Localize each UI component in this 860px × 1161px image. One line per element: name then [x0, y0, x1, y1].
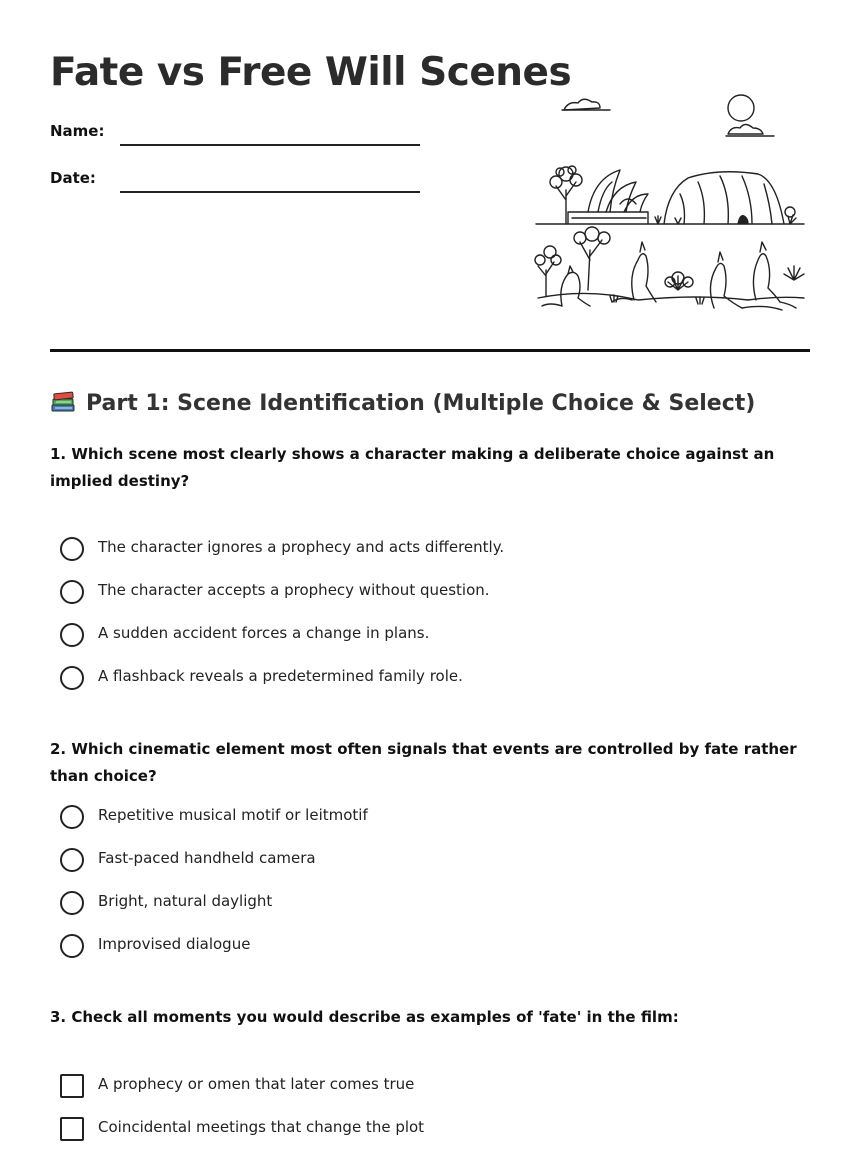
option-label: Bright, natural daylight	[98, 892, 273, 910]
radio-button[interactable]	[60, 848, 84, 872]
option-label: A prophecy or omen that later comes true	[98, 1075, 415, 1093]
option-label: The character ignores a prophecy and acts differently.	[98, 538, 505, 556]
date-input-line[interactable]	[120, 191, 420, 193]
header-divider	[50, 349, 810, 352]
date-label: Date:	[50, 169, 96, 187]
part1-title: Part 1: Scene Identification (Multiple Choice & Select)	[86, 391, 756, 416]
question-2-text: 2. Which cinematic element most often signals that events are controlled by fate rather than choice?	[50, 740, 797, 785]
radio-button[interactable]	[60, 623, 84, 647]
radio-button[interactable]	[60, 934, 84, 958]
option-label: A sudden accident forces a change in plans.	[98, 624, 430, 642]
option-label: A flashback reveals a predetermined family role.	[98, 667, 463, 685]
option-label: Repetitive musical motif or leitmotif	[98, 806, 368, 824]
question-1-text: 1. Which scene most clearly shows a character making a deliberate choice against an implied destiny?	[50, 445, 775, 490]
option-label: Coincidental meetings that change the plot	[98, 1118, 425, 1136]
radio-button[interactable]	[60, 537, 84, 561]
radio-button[interactable]	[60, 580, 84, 604]
option-label: Fast-paced handheld camera	[98, 849, 316, 867]
radio-button[interactable]	[60, 805, 84, 829]
page-title: Fate vs Free Will Scenes	[50, 50, 572, 95]
option-label: Improvised dialogue	[98, 935, 251, 953]
name-label: Name:	[50, 122, 105, 140]
question-3-text: 3. Check all moments you would describe as examples of 'fate' in the film:	[50, 1008, 679, 1026]
australia-landmarks-illustration	[528, 90, 810, 315]
checkbox[interactable]	[60, 1117, 84, 1141]
books-icon	[50, 388, 76, 414]
name-input-line[interactable]	[120, 144, 420, 146]
checkbox[interactable]	[60, 1074, 84, 1098]
radio-button[interactable]	[60, 891, 84, 915]
part1-heading	[50, 388, 755, 416]
option-label: The character accepts a prophecy without question.	[98, 581, 490, 599]
radio-button[interactable]	[60, 666, 84, 690]
